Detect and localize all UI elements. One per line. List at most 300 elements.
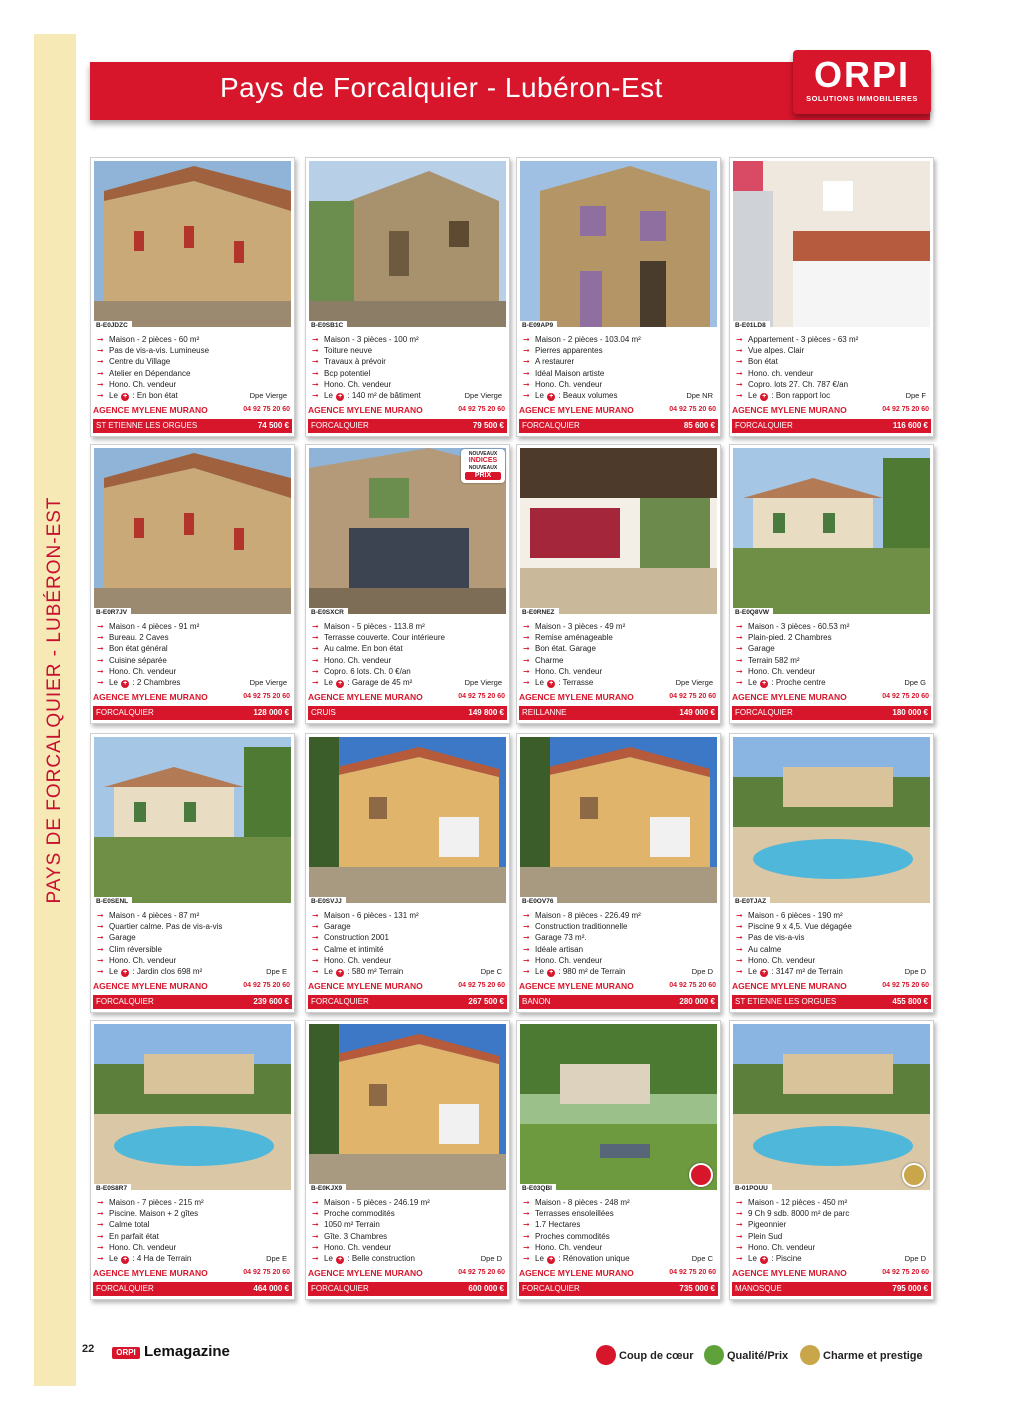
feature-item: ➞ Remise aménageable: [523, 633, 613, 643]
city-name: FORCALQUIER: [311, 997, 369, 1006]
arrow-icon: ➞: [736, 1198, 743, 1207]
arrow-icon: ➞: [312, 346, 319, 356]
agency-phone[interactable]: 04 92 75 20 60: [669, 406, 716, 413]
magazine-logo: ORPI: [112, 1347, 140, 1359]
le-plus-item: ➞ Le + : 3147 m² de Terrain Dpe D: [736, 966, 926, 976]
feature-list: [734, 910, 930, 977]
arrow-icon: ➞: [523, 368, 530, 378]
arrow-icon: ➞: [97, 911, 104, 920]
price: 74 500 €: [257, 421, 289, 430]
listing-card[interactable]: [516, 1020, 721, 1300]
feature-item: ➞ Maison - 6 pièces - 190 m²: [736, 911, 843, 920]
feature-item: ➞ Quartier calme. Pas de vis-a-vis: [97, 922, 223, 932]
property-photo[interactable]: [94, 737, 291, 903]
plus-icon: +: [338, 968, 343, 976]
feature-item: ➞ Garage: [736, 644, 775, 654]
listing-card[interactable]: [729, 1020, 934, 1300]
city-name: FORCALQUIER: [96, 708, 154, 717]
quality-house-icon: [704, 1345, 724, 1365]
arrow-icon: ➞: [736, 357, 743, 367]
arrow-icon: ➞: [736, 911, 743, 920]
arrow-icon: ➞: [97, 357, 104, 367]
feature-item: ➞ Toiture neuve: [312, 346, 373, 356]
plus-icon: +: [549, 1255, 554, 1263]
arrow-icon: ➞: [523, 390, 530, 400]
plus-icon: +: [762, 968, 767, 976]
arrow-icon: ➞: [523, 655, 530, 665]
plus-icon: +: [549, 679, 554, 687]
legend-coup-de-coeur: Coup de cœur: [596, 1345, 694, 1365]
arrow-icon: ➞: [523, 666, 530, 676]
property-photo[interactable]: [520, 161, 717, 327]
price-bar: [732, 1282, 931, 1296]
feature-item: ➞ Hono. Ch. vendeur: [736, 1242, 816, 1252]
price: 85 600 €: [683, 421, 715, 430]
plus-icon: +: [123, 968, 128, 976]
property-photo[interactable]: [520, 448, 717, 614]
feature-item: ➞ Cuisine séparée: [97, 655, 167, 665]
feature-item: ➞ Garage: [312, 922, 351, 932]
feature-item: ➞ Maison - 6 pièces - 131 m²: [312, 911, 419, 920]
arrow-icon: ➞: [312, 1253, 319, 1263]
arrow-icon: ➞: [97, 944, 104, 954]
listing-card[interactable]: [90, 733, 295, 1013]
feature-item: ➞ Proche commodités: [312, 1209, 395, 1219]
arrow-icon: ➞: [97, 1198, 104, 1207]
arrow-icon: ➞: [97, 966, 104, 976]
feature-item: ➞ Maison - 4 pièces - 87 m²: [97, 911, 200, 920]
listing-reference: B-E01LD8: [733, 321, 770, 330]
feature-item: ➞ Hono. Ch. vendeur: [97, 666, 177, 676]
arrow-icon: ➞: [736, 655, 743, 665]
agency-name: AGENCE MYLENE MURANO: [732, 981, 847, 991]
arrow-icon: ➞: [523, 346, 530, 356]
price: 149 800 €: [468, 708, 504, 717]
price-bar: [519, 1282, 718, 1296]
agency-name: AGENCE MYLENE MURANO: [732, 405, 847, 415]
arrow-icon: ➞: [523, 633, 530, 643]
arrow-icon: ➞: [523, 933, 530, 943]
feature-item: ➞ Atelier en Dépendance: [97, 368, 191, 378]
feature-item: ➞ Hono. Ch. vendeur: [312, 655, 392, 665]
property-photo[interactable]: [520, 1024, 717, 1190]
feature-item: ➞ Hono. Ch. vendeur: [97, 955, 177, 965]
feature-item: ➞ Calme et intimité: [312, 944, 384, 954]
le-plus-item: ➞ Le + : 580 m² Terrain Dpe C: [312, 966, 502, 976]
arrow-icon: ➞: [312, 1220, 319, 1230]
property-photo[interactable]: [309, 737, 506, 903]
arrow-icon: ➞: [312, 335, 319, 344]
arrow-icon: ➞: [97, 379, 104, 389]
arrow-icon: ➞: [523, 357, 530, 367]
price-bar: [93, 419, 292, 433]
feature-item: ➞ 1.7 Hectares: [523, 1220, 581, 1230]
agency-phone[interactable]: 04 92 75 20 60: [458, 693, 505, 700]
arrow-icon: ➞: [97, 1220, 104, 1230]
agency-phone[interactable]: 04 92 75 20 60: [669, 1269, 716, 1276]
price-bar: [732, 706, 931, 720]
arrow-icon: ➞: [97, 666, 104, 676]
property-photo[interactable]: [733, 448, 930, 614]
feature-item: ➞ Hono. Ch. vendeur: [312, 1242, 392, 1252]
price: 79 500 €: [472, 421, 504, 430]
feature-list: [310, 621, 506, 688]
agency-phone[interactable]: 04 92 75 20 60: [882, 982, 929, 989]
feature-item: ➞ Hono. Ch. vendeur: [523, 1242, 603, 1252]
property-photo[interactable]: [733, 161, 930, 327]
dpe-rating: Dpe D: [904, 1253, 926, 1263]
price: 149 000 €: [679, 708, 715, 717]
listing-reference: B-E0SB1C: [309, 321, 347, 330]
listing-card[interactable]: [516, 157, 721, 437]
listing-reference: B-E03QBI: [520, 1184, 556, 1193]
arrow-icon: ➞: [97, 933, 104, 943]
price-bar: [308, 419, 507, 433]
feature-item: ➞ Maison - 3 pièces - 49 m²: [523, 622, 626, 631]
arrow-icon: ➞: [736, 955, 743, 965]
listing-card[interactable]: [516, 733, 721, 1013]
dpe-rating: Dpe D: [691, 966, 713, 976]
agency-phone[interactable]: 04 92 75 20 60: [243, 982, 290, 989]
feature-item: ➞ Pigeonnier: [736, 1220, 787, 1230]
arrow-icon: ➞: [97, 622, 104, 631]
agency-phone[interactable]: 04 92 75 20 60: [243, 1269, 290, 1276]
feature-item: ➞ Pierres apparentes: [523, 346, 603, 356]
feature-item: ➞ Copro. 6 lots. Ch. 0 €/an: [312, 666, 411, 676]
price-bar: [732, 995, 931, 1009]
arrow-icon: ➞: [97, 677, 104, 687]
city-name: ST ETIENNE LES ORGUES: [735, 997, 837, 1006]
plus-icon: +: [338, 679, 343, 687]
plus-icon: +: [338, 1255, 343, 1263]
listing-card[interactable]: [305, 157, 510, 437]
arrow-icon: ➞: [312, 622, 319, 631]
agency-name: AGENCE MYLENE MURANO: [519, 692, 634, 702]
price-bar: [519, 995, 718, 1009]
feature-item: ➞ Terrain 582 m²: [736, 655, 800, 665]
feature-list: [734, 334, 930, 401]
le-plus-item: ➞ Le + : En bon état Dpe Vierge: [97, 390, 287, 400]
arrow-icon: ➞: [312, 1231, 319, 1241]
agency-name: AGENCE MYLENE MURANO: [308, 692, 423, 702]
arrow-icon: ➞: [523, 1231, 530, 1241]
arrow-icon: ➞: [312, 1209, 319, 1219]
agency-name: AGENCE MYLENE MURANO: [308, 405, 423, 415]
price-bar: [308, 995, 507, 1009]
arrow-icon: ➞: [736, 644, 743, 654]
arrow-icon: ➞: [736, 966, 743, 976]
arrow-icon: ➞: [97, 1253, 104, 1263]
listing-reference: B-E0R7JV: [94, 608, 131, 617]
feature-item: ➞ Bureau. 2 Caves: [97, 633, 169, 643]
feature-item: ➞ Plein Sud: [736, 1231, 783, 1241]
dpe-rating: Dpe E: [266, 1253, 287, 1263]
feature-item: ➞ Bon état général: [97, 644, 168, 654]
property-photo[interactable]: [520, 737, 717, 903]
agency-phone[interactable]: 04 92 75 20 60: [243, 406, 290, 413]
feature-list: [310, 334, 506, 401]
charme-prestige-icon: [902, 1163, 926, 1187]
le-plus-item: ➞ Le + : Belle construction Dpe D: [312, 1253, 502, 1263]
price: 180 000 €: [892, 708, 928, 717]
arrow-icon: ➞: [97, 655, 104, 665]
feature-item: ➞ En parfait état: [97, 1231, 159, 1241]
arrow-icon: ➞: [523, 944, 530, 954]
dpe-rating: Dpe F: [905, 390, 926, 400]
arrow-icon: ➞: [97, 346, 104, 356]
listing-reference: B-E0TJAZ: [733, 897, 770, 906]
plus-icon: +: [338, 392, 343, 400]
plus-icon: +: [123, 1255, 128, 1263]
arrow-icon: ➞: [523, 1220, 530, 1230]
listing-card[interactable]: [305, 444, 510, 724]
arrow-icon: ➞: [736, 390, 743, 400]
dpe-rating: Dpe Vierge: [249, 677, 287, 687]
plus-icon: +: [762, 392, 767, 400]
agency-name: AGENCE MYLENE MURANO: [308, 1268, 423, 1278]
city-name: FORCALQUIER: [96, 1284, 154, 1293]
price-bar: [93, 1282, 292, 1296]
feature-item: ➞ Maison - 2 pièces - 60 m²: [97, 335, 200, 344]
le-plus-item: ➞ Le + : 4 Ha de Terrain Dpe E: [97, 1253, 287, 1263]
feature-item: ➞ A restaurer: [523, 357, 575, 367]
le-plus-item: ➞ Le + : Piscine Dpe D: [736, 1253, 926, 1263]
feature-item: ➞ Maison - 5 pièces - 246.19 m²: [312, 1198, 430, 1207]
property-photo[interactable]: [94, 448, 291, 614]
legend-charme-prestige: Charme et prestige: [800, 1345, 923, 1365]
feature-item: ➞ Piscine. Maison + 2 gîtes: [97, 1209, 199, 1219]
arrow-icon: ➞: [97, 644, 104, 654]
feature-item: ➞ 1050 m² Terrain: [312, 1220, 380, 1230]
agency-phone[interactable]: 04 92 75 20 60: [669, 982, 716, 989]
agency-phone[interactable]: 04 92 75 20 60: [458, 406, 505, 413]
feature-item: ➞ Gîte. 3 Chambres: [312, 1231, 388, 1241]
arrow-icon: ➞: [312, 966, 319, 976]
feature-item: ➞ Charme: [523, 655, 564, 665]
listing-reference: B-E0SXCR: [309, 608, 348, 617]
feature-item: ➞ Appartement - 3 pièces - 63 m²: [736, 335, 859, 344]
listing-card[interactable]: [729, 157, 934, 437]
plus-icon: +: [123, 392, 128, 400]
arrow-icon: ➞: [736, 633, 743, 643]
feature-item: ➞ Maison - 7 pièces - 215 m²: [97, 1198, 204, 1207]
arrow-icon: ➞: [523, 622, 530, 631]
feature-item: ➞ Hono. Ch. vendeur: [523, 955, 603, 965]
price: 280 000 €: [679, 997, 715, 1006]
arrow-icon: ➞: [97, 955, 104, 965]
feature-item: ➞ Maison - 12 pièces - 450 m²: [736, 1198, 848, 1207]
city-name: CRUIS: [311, 708, 336, 717]
price: 128 000 €: [253, 708, 289, 717]
dpe-rating: Dpe C: [691, 1253, 713, 1263]
agency-name: AGENCE MYLENE MURANO: [308, 981, 423, 991]
arrow-icon: ➞: [736, 1242, 743, 1252]
agency-name: AGENCE MYLENE MURANO: [93, 981, 208, 991]
arrow-icon: ➞: [523, 677, 530, 687]
feature-item: ➞ Au calme. En bon état: [312, 644, 403, 654]
arrow-icon: ➞: [736, 677, 743, 687]
property-photo[interactable]: [94, 1024, 291, 1190]
feature-list: [95, 1197, 291, 1264]
feature-item: ➞ Centre du Village: [97, 357, 171, 367]
arrow-icon: ➞: [736, 622, 743, 631]
feature-item: ➞ Hono. ch. vendeur: [736, 368, 814, 378]
price-bar: [93, 995, 292, 1009]
arrow-icon: ➞: [736, 666, 743, 676]
price: 735 000 €: [679, 1284, 715, 1293]
feature-item: ➞ Garage 73 m².: [523, 933, 587, 943]
arrow-icon: ➞: [523, 1198, 530, 1207]
feature-item: ➞ Bon état: [736, 357, 778, 367]
dpe-rating: Dpe C: [480, 966, 502, 976]
arrow-icon: ➞: [312, 1242, 319, 1252]
feature-item: ➞ Maison - 2 pièces - 103.04 m²: [523, 335, 641, 344]
agency-phone[interactable]: 04 92 75 20 60: [458, 982, 505, 989]
agency-phone[interactable]: 04 92 75 20 60: [458, 1269, 505, 1276]
arrow-icon: ➞: [97, 1231, 104, 1241]
logo-tagline: SOLUTIONS IMMOBILIERES: [806, 94, 918, 103]
arrow-icon: ➞: [523, 644, 530, 654]
plus-icon: +: [549, 968, 554, 976]
listing-reference: B-E0JDZC: [94, 321, 132, 330]
coup-de-coeur-icon: [689, 1163, 713, 1187]
price-bar: [732, 419, 931, 433]
arrow-icon: ➞: [97, 633, 104, 643]
legend-qualite-prix: Qualité/Prix: [704, 1345, 788, 1365]
feature-list: [521, 910, 717, 977]
agency-name: AGENCE MYLENE MURANO: [93, 405, 208, 415]
arrow-icon: ➞: [312, 944, 319, 954]
listing-card[interactable]: [90, 1020, 295, 1300]
feature-item: ➞ Hono. Ch. vendeur: [736, 666, 816, 676]
dpe-rating: Dpe D: [480, 1253, 502, 1263]
arrow-icon: ➞: [97, 390, 104, 400]
listing-card[interactable]: [90, 157, 295, 437]
feature-list: [734, 621, 930, 688]
agency-name: AGENCE MYLENE MURANO: [519, 981, 634, 991]
arrow-icon: ➞: [312, 1198, 319, 1207]
price-bar: [308, 706, 507, 720]
agency-phone[interactable]: 04 92 75 20 60: [882, 693, 929, 700]
price: 455 800 €: [892, 997, 928, 1006]
listing-reference: B-01POUU: [733, 1184, 772, 1193]
listing-reference: B-E0SVJJ: [309, 897, 346, 906]
prestige-house-icon: [800, 1345, 820, 1365]
listing-card[interactable]: [729, 444, 934, 724]
listing-card[interactable]: [516, 444, 721, 724]
feature-item: ➞ Hono. Ch. vendeur: [312, 379, 392, 389]
listing-reference: B-E0Q8VW: [733, 608, 773, 617]
agency-name: AGENCE MYLENE MURANO: [519, 405, 634, 415]
arrow-icon: ➞: [312, 644, 319, 654]
arrow-icon: ➞: [736, 1231, 743, 1241]
agency-phone[interactable]: 04 92 75 20 60: [243, 693, 290, 700]
arrow-icon: ➞: [312, 390, 319, 400]
feature-list: [95, 334, 291, 401]
feature-item: ➞ Construction traditionnelle: [523, 922, 628, 932]
agency-phone[interactable]: 04 92 75 20 60: [882, 1269, 929, 1276]
property-photo[interactable]: [309, 161, 506, 327]
listing-card[interactable]: [90, 444, 295, 724]
arrow-icon: ➞: [97, 335, 104, 344]
agency-name: AGENCE MYLENE MURANO: [93, 692, 208, 702]
agency-name: AGENCE MYLENE MURANO: [732, 692, 847, 702]
feature-list: [310, 910, 506, 977]
arrow-icon: ➞: [523, 922, 530, 932]
feature-list: [521, 334, 717, 401]
plus-icon: +: [762, 1255, 767, 1263]
le-plus-item: ➞ Le + : Bon rapport loc Dpe F: [736, 390, 926, 400]
arrow-icon: ➞: [312, 677, 319, 687]
arrow-icon: ➞: [736, 1220, 743, 1230]
dpe-rating: Dpe E: [266, 966, 287, 976]
feature-item: ➞ Idéal Maison artiste: [523, 368, 605, 378]
property-photo[interactable]: [733, 1024, 930, 1190]
arrow-icon: ➞: [736, 346, 743, 356]
page-title: Pays de Forcalquier - Lubéron-Est: [220, 72, 663, 103]
feature-item: ➞ Maison - 3 pièces - 100 m²: [312, 335, 419, 344]
le-plus-item: ➞ Le + : Jardin clos 698 m² Dpe E: [97, 966, 287, 976]
feature-item: ➞ Hono. Ch. vendeur: [523, 379, 603, 389]
feature-item: ➞ Hono. Ch. vendeur: [523, 666, 603, 676]
listing-reference: B-E0RNEZ: [520, 608, 559, 617]
arrow-icon: ➞: [97, 922, 104, 932]
arrow-icon: ➞: [736, 922, 743, 932]
listing-card[interactable]: [305, 1020, 510, 1300]
city-name: FORCALQUIER: [522, 421, 580, 430]
feature-item: ➞ Construction 2001: [312, 933, 389, 943]
property-photo[interactable]: [733, 737, 930, 903]
arrow-icon: ➞: [97, 1242, 104, 1252]
listing-card[interactable]: [729, 733, 934, 1013]
section-title: PAYS DE FORCALQUIER - LUBÉRON-EST: [44, 496, 65, 904]
price: 464 000 €: [253, 1284, 289, 1293]
arrow-icon: ➞: [736, 944, 743, 954]
feature-item: ➞ Travaux à prévoir: [312, 357, 386, 367]
feature-item: ➞ Maison - 3 pièces - 60.53 m²: [736, 622, 850, 631]
city-name: BANON: [522, 997, 551, 1006]
city-name: FORCALQUIER: [735, 421, 793, 430]
agency-phone[interactable]: 04 92 75 20 60: [669, 693, 716, 700]
feature-item: ➞ Maison - 5 pièces - 113.8 m²: [312, 622, 425, 631]
feature-item: ➞ Idéale artisan: [523, 944, 584, 954]
arrow-icon: ➞: [312, 666, 319, 676]
agency-phone[interactable]: 04 92 75 20 60: [882, 406, 929, 413]
feature-item: ➞ Vue alpes. Clair: [736, 346, 805, 356]
listing-reference: B-E0KJX9: [309, 1184, 346, 1193]
arrow-icon: ➞: [523, 955, 530, 965]
feature-item: ➞ Clim réversible: [97, 944, 162, 954]
le-plus-item: ➞ Le + : 980 m² de Terrain Dpe D: [523, 966, 713, 976]
arrow-icon: ➞: [97, 368, 104, 378]
arrow-icon: ➞: [523, 1253, 530, 1263]
city-name: FORCALQUIER: [735, 708, 793, 717]
agency-name: AGENCE MYLENE MURANO: [93, 1268, 208, 1278]
feature-list: [521, 1197, 717, 1264]
orpi-logo: [793, 50, 931, 114]
property-photo[interactable]: [94, 161, 291, 327]
price-bar: [519, 419, 718, 433]
feature-item: ➞ Hono. Ch. vendeur: [736, 955, 816, 965]
dpe-rating: Dpe Vierge: [464, 390, 502, 400]
listing-card[interactable]: [305, 733, 510, 1013]
city-name: FORCALQUIER: [96, 997, 154, 1006]
arrow-icon: ➞: [312, 655, 319, 665]
feature-item: ➞ Bon état. Garage: [523, 644, 596, 654]
arrow-icon: ➞: [736, 335, 743, 344]
feature-item: ➞ Maison - 4 pièces - 91 m²: [97, 622, 200, 631]
property-photo[interactable]: [309, 1024, 506, 1190]
